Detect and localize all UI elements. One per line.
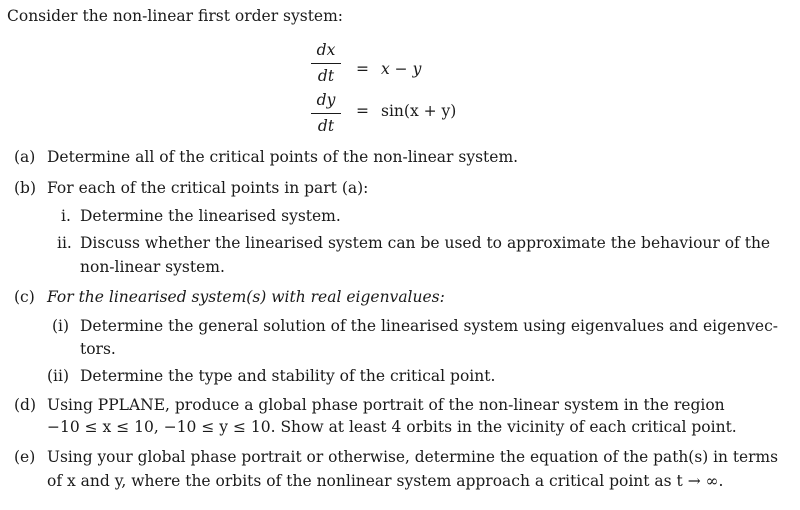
fraction-numerator: dx bbox=[316, 41, 336, 59]
equals-sign: = bbox=[356, 102, 369, 120]
part-b-ii-line1: Discuss whether the linearised system can be used to approximate the behaviour of the bbox=[80, 234, 771, 252]
part-c-i-line2: tors. bbox=[80, 340, 116, 358]
part-d-line1: Using PPLANE, produce a global phase portrait of the non-linear system in the region bbox=[47, 396, 725, 414]
part-e-label: (e) bbox=[14, 448, 36, 466]
part-e-line2: of x and y, where the orbits of the nonlinear system approach a critical point as t → ∞. bbox=[47, 472, 724, 490]
part-b-i-label: i. bbox=[61, 207, 71, 225]
part-e-line1: Using your global phase portrait or otherwise, determine the equation of the path(s) in terms bbox=[47, 448, 778, 466]
fraction-bar bbox=[311, 63, 341, 64]
part-b-label: (b) bbox=[14, 179, 37, 197]
part-b-ii-line2: non-linear system. bbox=[80, 258, 225, 276]
part-b-i-text: Determine the linearised system. bbox=[80, 207, 341, 225]
part-a-label: (a) bbox=[14, 148, 36, 166]
part-c-text: For the linearised system(s) with real eigenvalues: bbox=[47, 288, 445, 306]
part-a-text: Determine all of the critical points of the non-linear system. bbox=[47, 148, 519, 166]
part-c-label: (c) bbox=[14, 288, 35, 306]
equals-sign: = bbox=[356, 60, 369, 78]
fraction-bar bbox=[311, 113, 341, 114]
part-c-ii-text: Determine the type and stability of the critical point. bbox=[80, 367, 496, 385]
fraction-numerator: dy bbox=[316, 91, 336, 109]
fraction-denominator: dt bbox=[317, 66, 335, 85]
fraction-denominator: dt bbox=[317, 116, 335, 135]
fraction-dx-dt bbox=[311, 43, 341, 84]
intro-text: Consider the non-linear first order system: bbox=[7, 7, 344, 25]
part-d-line2: −10 ≤ x ≤ 10, −10 ≤ y ≤ 10. Show at least 4 orbits in the vicinity of each critical point. bbox=[47, 418, 737, 436]
part-b-text: For each of the critical points in part (a): bbox=[47, 179, 369, 197]
part-b-ii-label: ii. bbox=[57, 234, 72, 252]
equation-rhs: x − y bbox=[381, 60, 422, 78]
part-c-i-line1: Determine the general solution of the linearised system using eigenvalues and eigenvec- bbox=[80, 317, 778, 335]
part-c-ii-label: (ii) bbox=[47, 367, 70, 385]
equation-rhs: sin(x + y) bbox=[381, 102, 457, 120]
part-d-label: (d) bbox=[14, 396, 37, 414]
fraction-dy-dt bbox=[311, 93, 341, 134]
part-c-i-label: (i) bbox=[52, 317, 70, 335]
